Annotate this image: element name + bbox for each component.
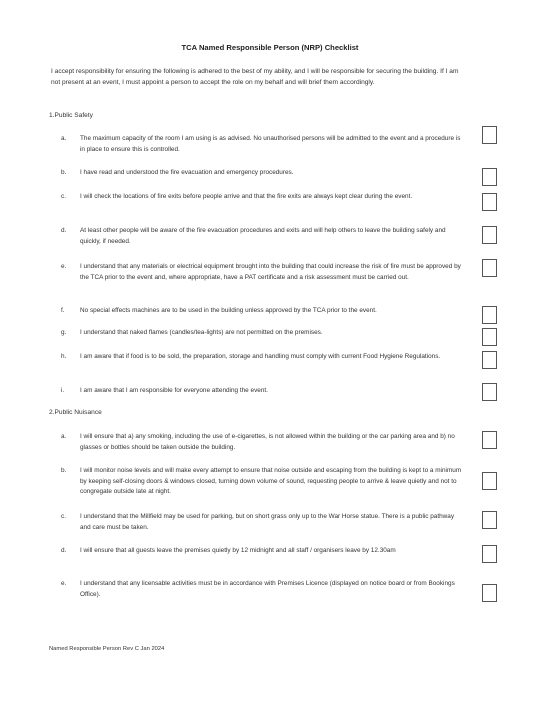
item-letter: d.	[61, 227, 67, 234]
checkbox-1h[interactable]	[482, 351, 497, 369]
checkbox-2d[interactable]	[482, 545, 497, 563]
checkbox-1a[interactable]	[482, 126, 497, 144]
page-title: TCA Named Responsible Person (NRP) Checklist	[181, 43, 359, 52]
item-text: The maximum capacity of the room I am using is as advised. No unauthorised persons will be admitted to the event and a procedure is in place to ensure this is controlled.	[80, 135, 461, 153]
item-text: I will check the locations of fire exits before people arrive and that the fire exits are always kept clear during the event.	[80, 193, 413, 200]
checkbox-1e[interactable]	[482, 259, 497, 277]
item-letter: e.	[61, 580, 67, 587]
item-text: I understand that naked flames (candles/tea-lights) are not permitted on the premises.	[80, 329, 323, 336]
item-text: At least other people will be aware of the fire evacuation procedures and exits and will help others to leave the building safely and quickly, if needed.	[80, 227, 446, 245]
item-letter: a.	[61, 433, 67, 440]
checkbox-2e[interactable]	[482, 584, 497, 602]
item-text: I understand that the Millfield may be used for parking, but on short grass only up to the War Horse statue. There is a public pathway and care must be taken.	[80, 513, 455, 531]
item-letter: h.	[61, 353, 67, 360]
checkbox-1b[interactable]	[482, 168, 497, 186]
checkbox-1g[interactable]	[482, 328, 497, 346]
item-text: I am aware that if food is to be sold, the preparation, storage and handling must comply with current Food Hygiene Regulations.	[80, 353, 441, 360]
item-text: I have read and understood the fire evacuation and emergency procedures.	[80, 169, 294, 176]
item-letter: e.	[61, 263, 67, 270]
checkbox-1i[interactable]	[482, 383, 497, 401]
footer-revision: Named Responsible Person Rev C Jan 2024	[49, 646, 165, 652]
section-heading-public-safety: 1.Public Safety	[49, 112, 93, 119]
item-text: I will ensure that a) any smoking, including the use of e-cigarettes, is not allowed within the building or the car parking area and b) no glasses or bottles should be taken outside the building.	[80, 433, 455, 451]
item-letter: c.	[61, 513, 66, 520]
item-text: I will monitor noise levels and will make every attempt to ensure that noise outside and escaping from the building is kept to a minimum by keeping self-closing doors & windows closed, turning down volume of sound, requesting people to arrive & leave quietly and not to congregate outside late at night.	[80, 467, 462, 496]
item-letter: d.	[61, 547, 67, 554]
item-letter: i.	[61, 387, 65, 394]
intro-paragraph: I accept responsibility for ensuring the following is adhered to the best of my ability, and I will be responsible for securing the building. If I am not present at an event, I must appoint a person to accept the role on my behalf and will brief them accordingly.	[51, 68, 459, 86]
item-letter: c.	[61, 193, 66, 200]
section-heading-public-nuisance: 2.Public Nuisance	[49, 409, 102, 416]
item-letter: a.	[61, 135, 67, 142]
item-letter: b.	[61, 169, 67, 176]
checkbox-2b[interactable]	[482, 472, 497, 490]
item-text: I am aware that I am responsible for everyone attending the event.	[80, 387, 268, 394]
item-text: I understand that any materials or electrical equipment brought into the building that could increase the risk of fire must be approved by the TCA prior to the event and, where appropriate, have a PAT certificate and a risk assessment must be carried out.	[80, 263, 461, 281]
item-text: I understand that any licensable activities must be in accordance with Premises Licence (displayed on notice board or from Bookings Office).	[80, 580, 455, 598]
item-letter: b.	[61, 467, 67, 474]
checkbox-2a[interactable]	[482, 431, 497, 449]
item-letter: g.	[61, 329, 67, 336]
checkbox-2c[interactable]	[482, 511, 497, 529]
item-letter: f.	[61, 307, 65, 314]
checkbox-1c[interactable]	[482, 193, 497, 211]
item-text: I will ensure that all guests leave the premises quietly by 12 midnight and all staff / organisers leave by 12.30am	[80, 547, 396, 554]
checkbox-1f[interactable]	[482, 306, 497, 324]
item-text: No special effects machines are to be used in the building unless approved by the TCA prior to the event.	[80, 307, 377, 314]
checkbox-1d[interactable]	[482, 226, 497, 244]
